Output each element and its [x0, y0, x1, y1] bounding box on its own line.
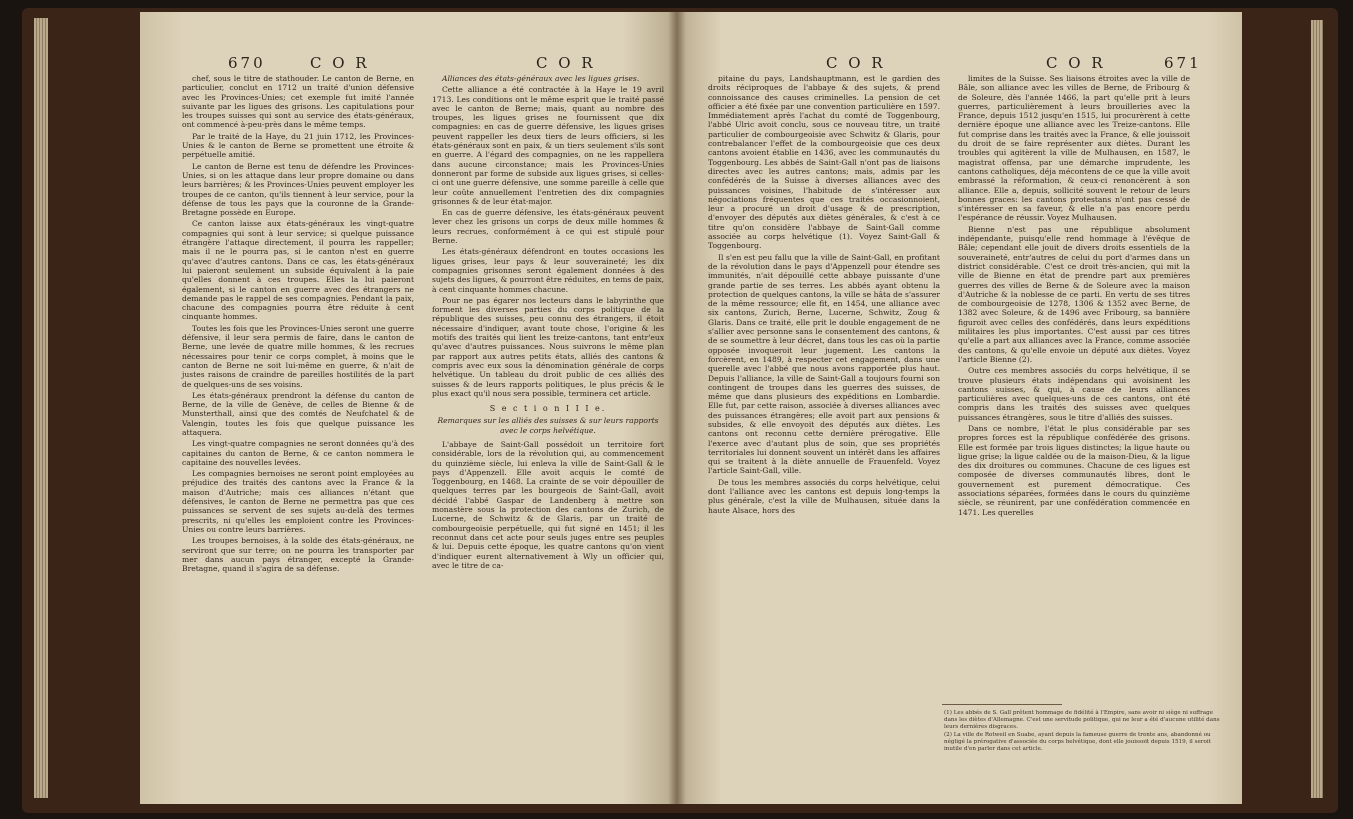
paragraph: Les vingt-quatre compagnies ne seront données qu'à des capitaines du canton de Berne, & ce canton nommera le capitaine des nouvelles levées. [182, 439, 414, 467]
footnotes [944, 710, 1224, 754]
section-title: S e c t i o n I I I e. [489, 404, 607, 414]
paragraph: Les états-généraux défendront en toutes occasions les ligues grises, leur pays & leur souveraineté; les dix compagnies grisonnes seront également données à des sujets des ligues, & pourront être réduites, en tems de paix, à cent cinquante hommes chacune. [432, 247, 664, 294]
paragraph: limites de la Suisse. Ses liaisons étroites avec la ville de Bâle, son alliance avec les villes de Berne, de Fribourg & de Soleure, dès l'année 1466, la part qu'elle prit à leurs guerres, particulièrement à leurs brouilleries avec la France, depuis 1512 jusqu'en 1515, lui procurèrent à cette dernière époque une alliance avec les Treize-cantons. Elle fut comprise dans les traités avec la France, & elle jouissoit du droit de se faire représenter aux diètes. Durant les troubles qui agitèrent la ville de Mulhausen, en 1587, le magistrat offensa, par une démarche imprudente, les cantons catholiques, déja mécontens de ce que la ville avoit embrassé la réformation, & ceux-ci renoncèrent à son alliance. Elle a, depuis, sollicité souvent le retour de leurs bonnes graces: les cantons protestans n'ont pas cessé de s'intéresser en sa faveur, & elle n'a pas encore perdu l'espérance de réussir. Voyez Mulhausen. [958, 74, 1190, 223]
paragraph: Outre ces membres associés du corps helvétique, il se trouve plusieurs états indépendans qui avoisinent les cantons suisses, & qui, à cause de leurs alliances particulières avec quelques-uns de ces cantons, ont été compris dans les traités des suisses avec quelques puissances étrangères, sous le titre d'alliés des suisses. [958, 366, 1190, 422]
paragraph: Cette alliance a été contractée à la Haye le 19 avril 1713. Les conditions ont le même esprit que le traité passé avec le canton de Berne; mais, quant au nombre des troupes, les ligues grises ne fournissent que dix compagnies: en cas de guerre défensive, les ligues grises peuvent rappeller les deux tiers de leurs officiers, si les états-généraux sont en paix, & un tiers seulement s'ils sont en guerre. A l'égard des compagnies, on ne les rappellera dans aucune circonstance; mais les Provinces-Unies donneront par forme de subside aux ligues grises, si celles-ci ont une guerre défensive, une somme pareille à celle que leur coûte annuellement l'entretien des dix compagnies grisonnes & de leur état-major. [432, 85, 664, 206]
left-page-number: 670 [228, 54, 266, 72]
footnote: (1) Les abbés de S. Gall prêtent hommage de fidélité à l'Empire, sans avoir ni siège ni suffrage dans les diètes d'Allemagne. C'est une servitude politique, qui ne leur a été d'aucune utilité dans leurs dernières disgraces. [944, 710, 1220, 730]
left-header-right: C O R [536, 54, 596, 72]
paragraph: Le canton de Berne est tenu de défendre les Provinces-Unies, si on les attaque dans leur propre domaine ou dans leurs barrières; & les Provinces-Unies peuvent employer les troupes de ce canton, qu'ils tiennent à leur service, pour la défense de tous les pays que la couronne de la Grande-Bretagne possède en Europe. [182, 161, 414, 218]
left-column-2 [432, 74, 664, 572]
footnote: (2) La ville de Rotweil en Suabe, ayant depuis la fameuse guerre de trente ans, abandonné ou négligé la prérogative d'associée du corps helvétique, dont elle jouissoit depuis 1519, il seroit inutile d'en parler dans cet article. [944, 732, 1211, 752]
paragraph: Dans ce nombre, l'état le plus considérable par ses propres forces est la république confédérée des grisons. Elle est formée par trois ligues distinctes; la ligue haute ou ligue grise; la ligue caldée ou de la maison-Dieu, & la ligue des dix droitures ou communes. Chacune de ces ligues est composée de diverses communautés libres, dont le gouvernement est purement démocratique. Ces associations séparées, formées dans le cours du quinzième siècle, se réunirent, par une confédération commencée en 1471. Les querelles [958, 423, 1190, 517]
right-column-2 [958, 74, 1190, 519]
right-page-number: 671 [1164, 54, 1202, 72]
section-subtitle: Remarques sur les alliés des suisses & sur leurs rapports avec le corps helvétique. [437, 416, 659, 435]
page-edges-right [1311, 20, 1323, 798]
left-page [140, 12, 676, 804]
section-heading: Alliances des états-généraux avec les ligues grises. [442, 74, 640, 83]
book-gutter [668, 12, 686, 804]
paragraph: pitaine du pays, Landshauptmann, est le gardien des droits réciproques de l'abbaye & des sujets, & prend connoissance des causes criminelles. La pension de cet officier a été fixée par une convention particulière en 1597. Immédiatement après l'achat du comté de Toggenbourg, l'abbé Ulric avoit conclu, sous ce nouveau titre, un traité particulier de combourgeoisie avec Schwitz & Glaris, pour contrebalancer l'effet de la combourgeoisie que ces deux cantons avoient établie en 1436, avec les communautés du Toggenbourg. Les abbés de Saint-Gall n'ont pas de liaisons directes avec les autres cantons; mais, admis par les confédérés de la Suisse à diverses alliances avec des puissances voisines, l'habitude de s'intéresser aux négociations fréquentes que ces traités occasionnoient, leur a procuré un droit d'usage & de prescription, d'envoyer des députés aux diètes générales, & c'est à ce titre qu'on considère l'abbaye de Saint-Gall comme associée au corps helvétique (1). Voyez Saint-Gall & Toggenbourg. [708, 74, 940, 251]
paragraph: En cas de guerre défensive, les états-généraux peuvent lever chez les grisons un corps de deux mille hommes & leurs recrues, conformément à ce qui est stipulé pour Berne. [432, 208, 664, 246]
right-header-left: C O R [826, 54, 886, 72]
paragraph: Ce canton laisse aux états-généraux les vingt-quatre compagnies qui sont à leur service; si quelque puissance étrangère l'attaque directement, il pourra les rappeller; mais il ne le pourra pas, si le canton n'est en guerre qu'avec d'autres cantons. Dans ce cas, les états-généraux lui paieront seulement un subside équivalent à la paie qu'elles donnent à ces troupes. Elles la lui paieront également, si le canton en guerre avec des étrangers ne demande pas le rappel de ses compagnies. Pendant la paix, chacune des compagnies pourra être réduite à cent cinquante hommes. [182, 219, 414, 322]
page-edges-left [34, 18, 48, 798]
right-column-1 [708, 74, 940, 517]
paragraph: Les compagnies bernoises ne seront point employées au préjudice des traités des cantons avec la France & la maison d'Autriche; mais ces alliances n'étant que défensives, le canton de Berne ne permettra pas que ces puissances se servent de ses sujets au-delà des termes prescrits, ni qu'elles les emploient contre les Provinces-Unies ou contre leurs barrières. [182, 469, 414, 534]
paragraph: Les troupes bernoises, à la solde des états-généraux, ne serviront que sur terre; on ne pourra les transporter par mer dans aucun pays étranger, excepté la Grande-Bretagne, quand il s'agira de sa défense. [182, 536, 414, 574]
paragraph: chef, sous le titre de stathouder. Le canton de Berne, en particulier, conclut en 1712 un traité d'union défensive avec les Provinces-Unies; cet exemple fut imité l'année suivante par les ligues des grisons. Les capitulations pour les troupes suisses qui sont au service des états-généraux, ont commencé à-peu-près dans le même temps. [182, 74, 414, 130]
paragraph: De tous les membres associés du corps helvétique, celui dont l'alliance avec les cantons est depuis long-temps la plus générale, c'est la ville de Mulhausen, située dans la haute Alsace, hors des [708, 477, 940, 515]
paragraph: Par le traité de la Haye, du 21 juin 1712, les Provinces-Unies & le canton de Berne se promettent une étroite & perpétuelle amitié. [182, 131, 414, 160]
left-column-1 [182, 74, 414, 575]
paragraph: Bienne n'est pas une république absolument indépendante, puisqu'elle rend hommage à l'évêque de Bâle; cependant elle jouit de divers droits essentiels de la souveraineté, entr'autres de celui du port d'armes dans un district considérable. C'est ce droit très-ancien, qui mit la ville de Bienne en état de prendre part aux premières guerres des villes de Berne & de Soleure avec la maison d'Autriche & la noblesse de ce parti. En vertu de ses titres de combourgeoisie de 1278, 1306 & 1352 avec Berne, de 1382 avec Soleure, & de 1496 avec Fribourg, sa bannière figuroit avec celles des confédérés, dans leurs expéditions militaires les plus importantes. C'est aussi par ces titres qu'elle a part aux alliances avec la France, comme associée des cantons, & qu'elle envoie un député aux diètes. Voyez l'article Bienne (2). [958, 224, 1190, 364]
left-header-left: C O R [310, 54, 370, 72]
paragraph: Pour ne pas égarer nos lecteurs dans le labyrinthe que forment les diverses parties du corps politique de la république des suisses, peu connu des étrangers, il étoit nécessaire d'indiquer, avant toute chose, l'origine & les motifs des traités qui lient les treize-cantons, tant entr'eux qu'avec d'autres puissances. Nous suivrons le même plan par rapport aux autres petits états, alliés des cantons & compris avec eux sous la dénomination générale de corps helvétique. Un tableau du droit public de ces alliés des suisses & de leurs rapports politiques, le plus précis & le plus exact qu'il nous sera possible, terminera cet article. [432, 295, 664, 398]
paragraph: Il s'en est peu fallu que la ville de Saint-Gall, en profitant de la révolution dans le pays d'Appenzell pour étendre ses immunités, n'ait dépouillé cette abbaye puissante d'une grande partie de ses terres. Les abbés ayant obtenu la protection de quelques cantons, la ville se hâta de s'assurer de la même ressource; elle fit, en 1454, une alliance avec six cantons, Zurich, Berne, Lucerne, Schwitz, Zoug & Glaris. Dans ce traité, elle prit le double engagement de ne s'allier avec personne sans le consentement des cantons, & de se soumettre à leur décret, dans tous les cas où la partie opposée invoqueroit leur jugement. Les cantons la forcèrent, en 1489, à respecter cet engagement, dans une querelle avec l'abbé que nous avons rapportée plus haut. Depuis l'alliance, la ville de Saint-Gall a toujours fourni son contingent de troupes dans les guerres des suisses, de même que dans plusieurs des expéditions en Lombardie. Elle fut, par cette raison, associée à diverses alliances avec des puissances étrangères; elle avoit part aux pensions & subsides, & elle envoyoit des députés aux diètes. Les cantons ont reconnu cette dernière prérogative. Elle l'exerce avec d'autant plus de soin, que ses propriétés territoriales lui donnent souvent un intérêt dans les affaires qui se traitent à la diète annuelle de Frauenfeld. Voyez l'article Saint-Gall, ville. [708, 252, 940, 476]
paragraph: Les états-généraux prendront la défense du canton de Berne, de la ville de Genève, de celles de Bienne & de Munsterthall, ainsi que des comtés de Neufchatel & de Valengin, toutes les fois que quelque puissance les attaquera. [182, 390, 414, 437]
right-header-right: C O R [1046, 54, 1106, 72]
right-page [676, 12, 1242, 804]
paragraph: L'abbaye de Saint-Gall possédoit un territoire fort considérable, lors de la révolution qui, au commencement du quinzième siècle, lui enleva la ville de Saint-Gall & le pays d'Appenzell. Elle avoit acquis le comté de Toggenbourg, en 1468. La crainte de se voir dépouiller de quelques terres par les bourgeois de Saint-Gall, avoit décidé l'abbé Gaspar de Landenberg à mettre son monastère sous la protection des cantons de Zurich, de Lucerne, de Schwitz & de Glaris, par un traité de combourgeoisie perpétuelle, qui fut signé en 1451; il les reconnut dans cet acte pour seuls juges entre ses peuples & lui. Depuis cette époque, les quatre cantons qu'on vient d'indiquer eurent alternativement à Wly un officier qui, avec le titre de ca- [432, 439, 664, 570]
footnote-rule [942, 704, 1062, 705]
paragraph: Toutes les fois que les Provinces-Unies seront une guerre défensive, il leur sera permis de faire, dans le canton de Berne, une levée de quatre mille hommes, & les recrues nécessaires pour tenir ce corps complet, à moins que le canton de Berne ne soit lui-même en guerre, & n'ait de justes raisons de craindre de pareilles hostilités de la part de quelques-uns de ses voisins. [182, 323, 414, 389]
